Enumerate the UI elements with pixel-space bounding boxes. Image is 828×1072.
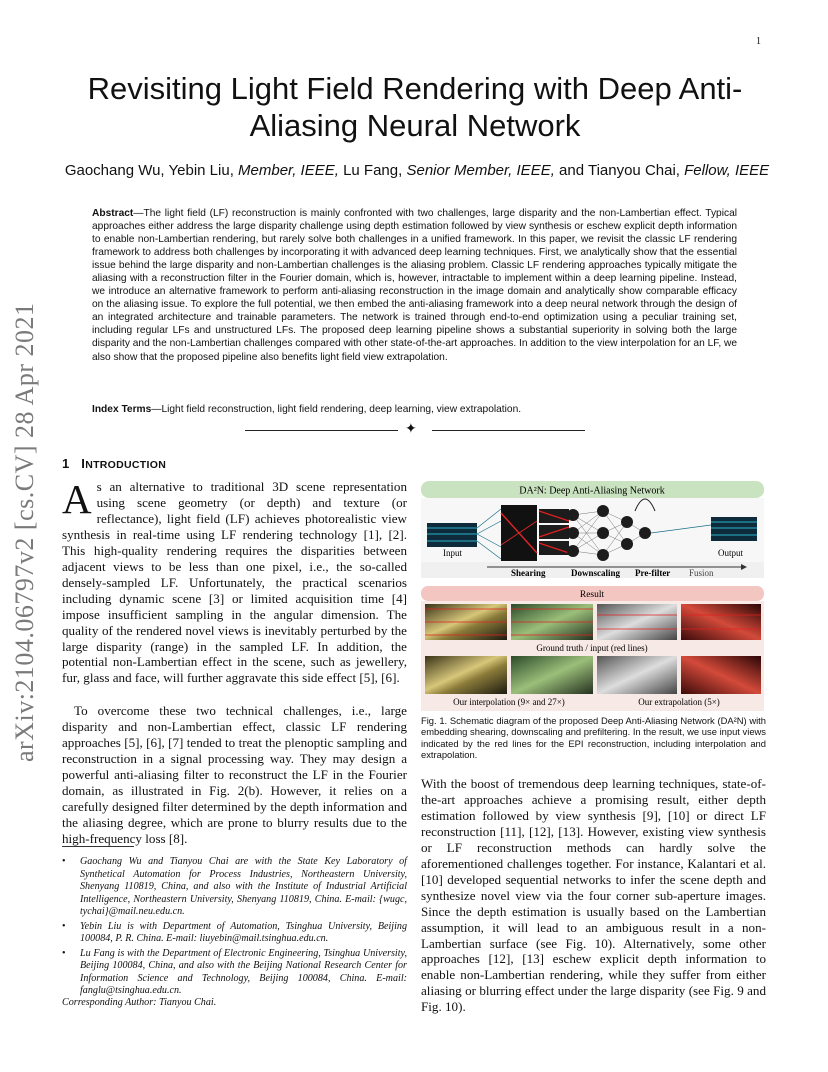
section-number: 1 <box>62 456 70 471</box>
intro-text-1: s an alternative to traditional 3D scene representation using scene geometry (or depth) and texture (or reflectance), light field (LF) achieves photorealistic view synthesis in real-time using LF rendering technology [1], [2]. This high-quality rendering requires the disparities between adjacent views to be less than one pixel, i.e., the so-called densely-sampled LF. Unfortunately, the practical scenarios including dynamic scene [3] or limited acquisition time [4] impose insufficient sampling in the angular dimension. The quality of the rendered novel views is inevitably perturbed by the large disparity (range) in the sampled LF. In addition, the potential non-Lambertian effect in the scene, such as jewellery, fur, glass and face, will further aggravate this side effect [5], [6]. <box>62 479 407 686</box>
result-epi-extrap <box>681 656 761 694</box>
ground-truth-label: Ground truth / input (red lines) <box>536 643 648 653</box>
author-list <box>62 162 772 179</box>
author-role: Member, IEEE, <box>238 162 339 179</box>
page-number: 1 <box>756 36 761 47</box>
abstract-text: —The light field (LF) reconstruction is mainly confronted with two challenges, large disparity and the non-Lambertian effect. Typical approaches either address the large disparity challenge using depth estimation followed by view synthesis or eschew explicit depth information to enable non-Lambertian rendering, but rarely solve both challenges in a unified framework. In this paper, we revisit the classic LF rendering framework to address both challenges by incorporating it with advanced deep learning techniques. First, we analytically show that the essential issue behind the large disparity and non-Lambertian challenges is the aliasing problem. Classic LF rendering approaches typically mitigate the aliasing with a reconstruction filter in the Fourier domain, which is, however, intractable to implement within a deep learning pipeline. Instead, we introduce an alternative framework to perform anti-aliasing reconstruction in the image domain and analytically show comparable efficacy on the aliasing issue. To explore the full potential, we then embed the anti-aliasing framework into a deep neural network through the design of an integrated architecture and trainable parameters. The network is trained through end-to-end optimization using a peculiar training set, including regular LFs and unstructured LFs. The proposed deep learning pipeline shows a substantial superiority in solving both the large disparity and the non-Lambertian challenges compared with other state-of-the-art approaches. In addition to the view interpolation for an LF, we also show that the proposed pipeline also benefits light field view extrapolation. <box>92 208 738 363</box>
input-epi-icon <box>427 523 477 547</box>
result-label: Result <box>579 590 605 600</box>
footnote-item: • Gaochang Wu and Tianyou Chai are with the State Key Laboratory of Synthetical Automation for Process Industries, Northeastern University, Shenyang 110819, China, and also with the Institute of Industrial Artificial Intelligence, Northeastern University, Shenyang 110819, China. E-mail: {wugc, tychai}@mail.neu.edu.cn. <box>62 856 407 919</box>
author-role: Fellow, IEEE <box>684 162 770 179</box>
stage-label: Downscaling <box>571 568 621 578</box>
abstract-label: Abstract <box>92 208 134 219</box>
author-role: Senior Member, IEEE, <box>406 162 555 179</box>
index-terms-label: Index Terms <box>92 404 152 415</box>
index-terms-text: —Light field reconstruction, light field rendering, deep learning, view extrapolation. <box>151 404 522 415</box>
network-node <box>597 505 609 517</box>
network-node <box>621 538 633 550</box>
author-name: Lu Fang, <box>343 162 403 179</box>
section-title-rest: NTRODUCTION <box>85 459 167 471</box>
result-epi-interp <box>511 656 593 694</box>
intro-paragraph-1 <box>62 476 407 686</box>
intro-paragraph-2: To overcome these two technical challenges, i.e., large disparity and non-Lambertian effect, classic LF rendering approaches [5], [6], [7] tended to treat the plenoptic sampling and reconstruction in a signal processing way. They may design a powerful anti-aliasing filter to reconstruct the LF in the Fourier domain, as illustrated in Fig. 2(b). However, it relies on a carefully designed filter determined by the depth information and the aliasing degree, which are prone to blurry results due to the high-frequency loss [8]. <box>62 703 407 846</box>
abstract <box>92 207 737 364</box>
author-name: Gaochang Wu, <box>64 162 165 179</box>
output-label: Output <box>718 548 744 558</box>
stage-label: Fusion <box>689 568 714 578</box>
footnote-rule <box>62 846 134 847</box>
result-epi-interp <box>425 656 507 694</box>
result-epi-gt <box>681 604 761 640</box>
figure-caption: Fig. 1. Schematic diagram of the proposed Deep Anti-Aliasing Network (DA²N) with embedding shearing, downscaling and prefiltering. In the result, we use input views indicated by the red lines for the EPI reconstruction, including interpolation and extrapolation. <box>421 715 766 760</box>
network-node <box>621 516 633 528</box>
network-node <box>567 509 579 521</box>
network-node <box>597 549 609 561</box>
result-epi-gt <box>597 604 677 640</box>
figure-1 <box>421 481 764 711</box>
section-title-first: I <box>81 456 86 471</box>
network-node <box>639 527 651 539</box>
drop-cap: A <box>62 476 92 522</box>
author-name: and Tianyou Chai, <box>559 162 680 179</box>
footnote-item: • Lu Fang is with the Department of Electronic Engineering, Tsinghua University, Beijing 100084, China, and also with the Beijing National Research Center for Information Science and Technology, Beijing 100084, China. E-mail: fanglu@tsinghua.edu.cn. <box>62 948 407 998</box>
footnote-item: • Yebin Liu is with Department of Automation, Tsinghua University, Beijing 100084, P. R. China. E-mail: liuyebin@mail.tsinghua.edu.cn. <box>62 921 407 946</box>
section-separator <box>245 420 585 437</box>
right-column-paragraph: With the boost of tremendous deep learning techniques, state-of-the-art approaches achieve a promising result, either depth estimation followed by view synthesis [9], [10] or direct LF reconstruction [11], [12], [13]. However, existing view synthesis or LF reconstruction methods can hardly solve the aforementioned challenges together. For instance, Kalantari et al. [10] developed sequential networks to infer the scene depth and synthesize novel view via the four corner sub-aperture images. Since the depth estimation is usually based on the Lambertian assumption, it will lead to an ambiguous result in a non-Lambertian surface (see Fig. 10). Alternatively, some other approaches [12], [13] eschew explicit depth information to enable non-Lambertian rendering, while they suffer from either aliasing or blurring effect under the large disparity (see Fig. 9 and Fig. 10). <box>421 776 766 1015</box>
arxiv-stamp: arXiv:2104.06797v2 [cs.CV] 28 Apr 2021 <box>10 302 39 762</box>
network-node <box>597 527 609 539</box>
footnotes <box>62 856 407 1000</box>
stage-label: Shearing <box>511 568 546 578</box>
separator-diamond-icon: ✦ <box>405 420 417 436</box>
stage-label: Pre-filter <box>635 568 671 578</box>
figure-header: DA²N: Deep Anti-Aliasing Network <box>519 485 665 497</box>
corresponding-author: Corresponding Author: Tianyou Chai. <box>62 997 217 1008</box>
output-epi-icon <box>711 517 757 541</box>
network-node <box>567 545 579 557</box>
input-label: Input <box>443 548 462 558</box>
author-name: Yebin Liu, <box>168 162 234 179</box>
index-terms <box>92 404 737 415</box>
interpolation-label: Our interpolation (9× and 27×) <box>453 697 565 707</box>
section-heading <box>62 456 166 471</box>
extrapolation-label: Our extrapolation (5×) <box>638 697 720 707</box>
separator-line-left <box>245 430 398 431</box>
separator-line-right <box>432 430 585 431</box>
result-epi-extrap <box>597 656 677 694</box>
network-node <box>567 527 579 539</box>
paper-title: Revisiting Light Field Rendering with Deep Anti-Aliasing Neural Network <box>87 71 743 143</box>
